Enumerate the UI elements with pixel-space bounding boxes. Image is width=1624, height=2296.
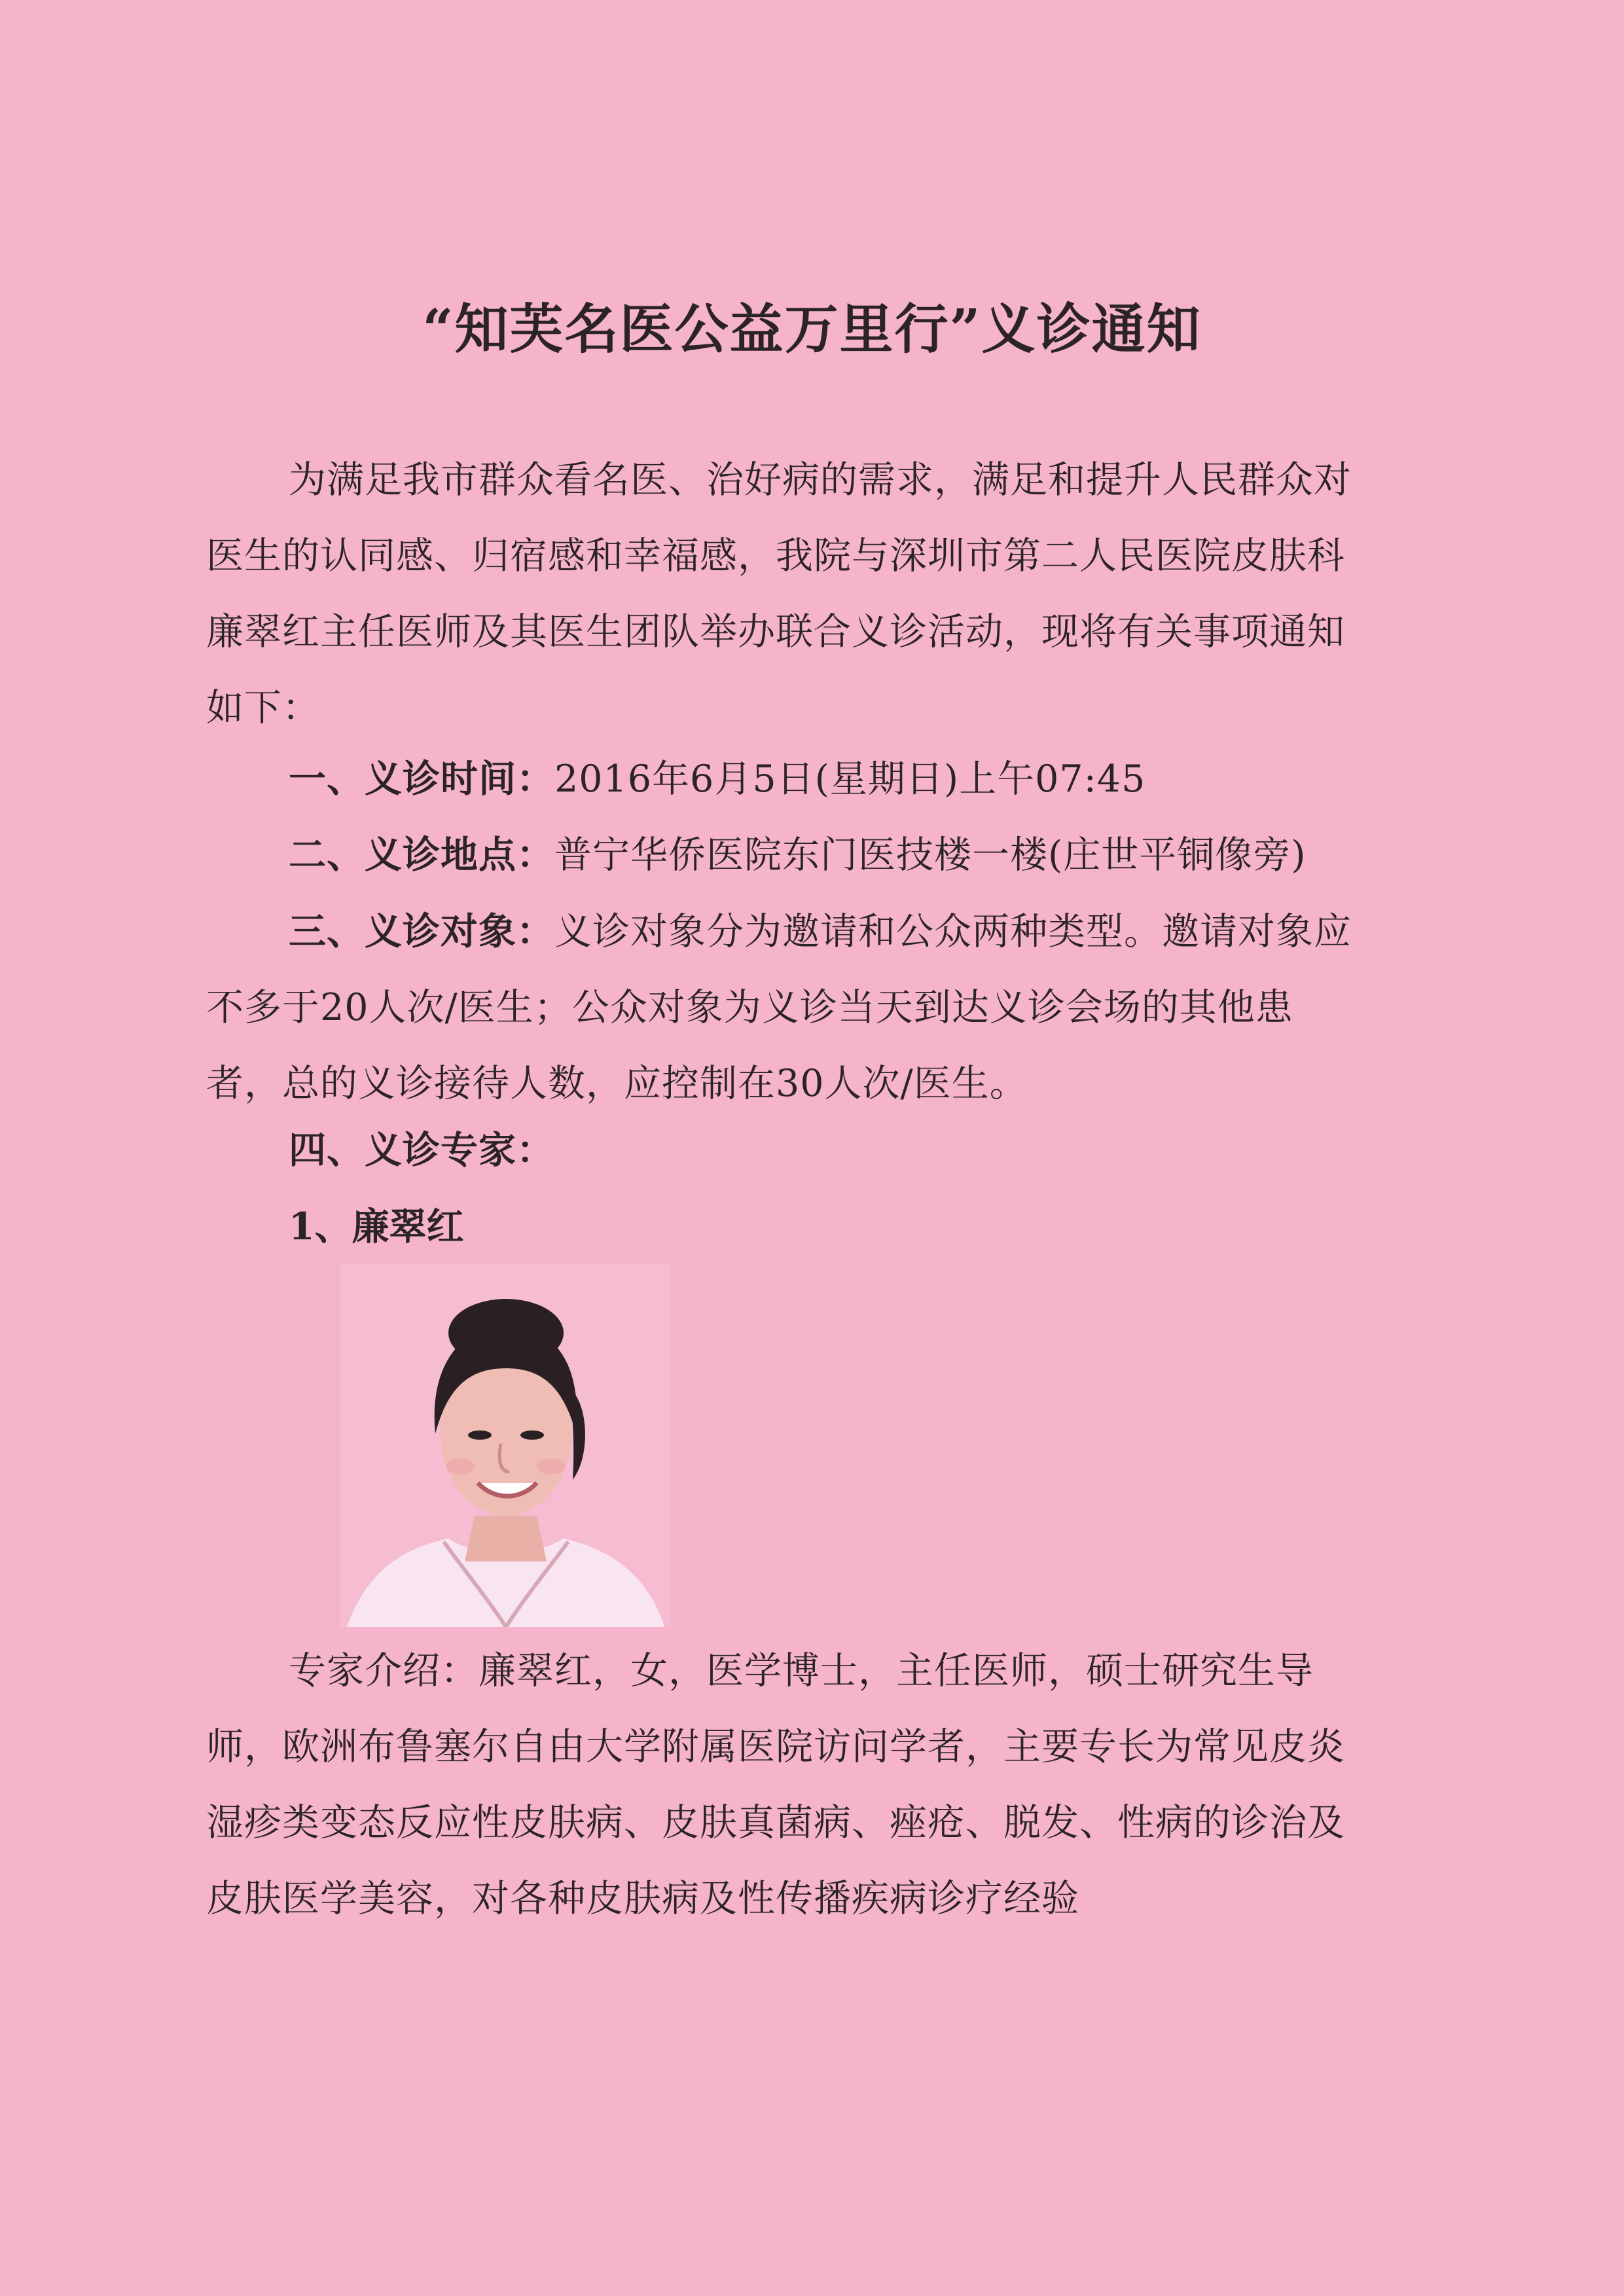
notice-intro-paragraph: 为满足我市群众看名医、治好病的需求，满足和提升人民群众对医生的认同感、归宿感和幸福感，我院与深圳市第二人民医院皮肤科廉翠红主任医师及其医生团队举办联合义诊活动，现将有关事项通知如下：	[206, 458, 1352, 729]
clinic-experts-item	[206, 1112, 1352, 1188]
clinic-location-item	[206, 817, 1352, 893]
expert-introduction: 专家介绍：廉翠红，女，医学博士，主任医师，硕士研究生导师，欧洲布鲁塞尔自由大学附属医院访问学者，主要专长为常见皮炎湿疹类变态反应性皮肤病、皮肤真菌病、痤疮、脱发、性病的诊治及皮肤医学美容，对各种皮肤病及性传播疾病诊疗经验	[206, 1649, 1345, 1920]
expert-name: 廉翠红	[352, 1205, 464, 1248]
clinic-time-item	[206, 741, 1352, 817]
expert-number: 1、	[289, 1205, 352, 1248]
clinic-time-value: 2016年6月5日(星期日)上午07:45	[554, 757, 1146, 801]
expert-heading	[289, 1189, 464, 1265]
clinic-location-value: 普宁华侨医院东门医技楼一楼(庄世平铜像旁)	[554, 833, 1307, 877]
doctor-portrait-icon	[340, 1264, 671, 1627]
clinic-experts-label: 四、义诊专家：	[289, 1128, 554, 1172]
clinic-target-value: 义诊对象分为邀请和公众两种类型。邀请对象应不多于20人次/医生；公众对象为义诊当天到达义诊会场的其他患者，总的义诊接待人数，应控制在30人次/医生。	[206, 910, 1352, 1105]
clinic-location-label: 二、义诊地点：	[289, 833, 554, 877]
clinic-time-label: 一、义诊时间：	[289, 757, 554, 801]
notice-title: “知芙名医公益万里行”义诊通知	[422, 298, 1202, 361]
clinic-target-label: 三、义诊对象：	[289, 909, 554, 953]
clinic-target-item	[206, 894, 1352, 1121]
